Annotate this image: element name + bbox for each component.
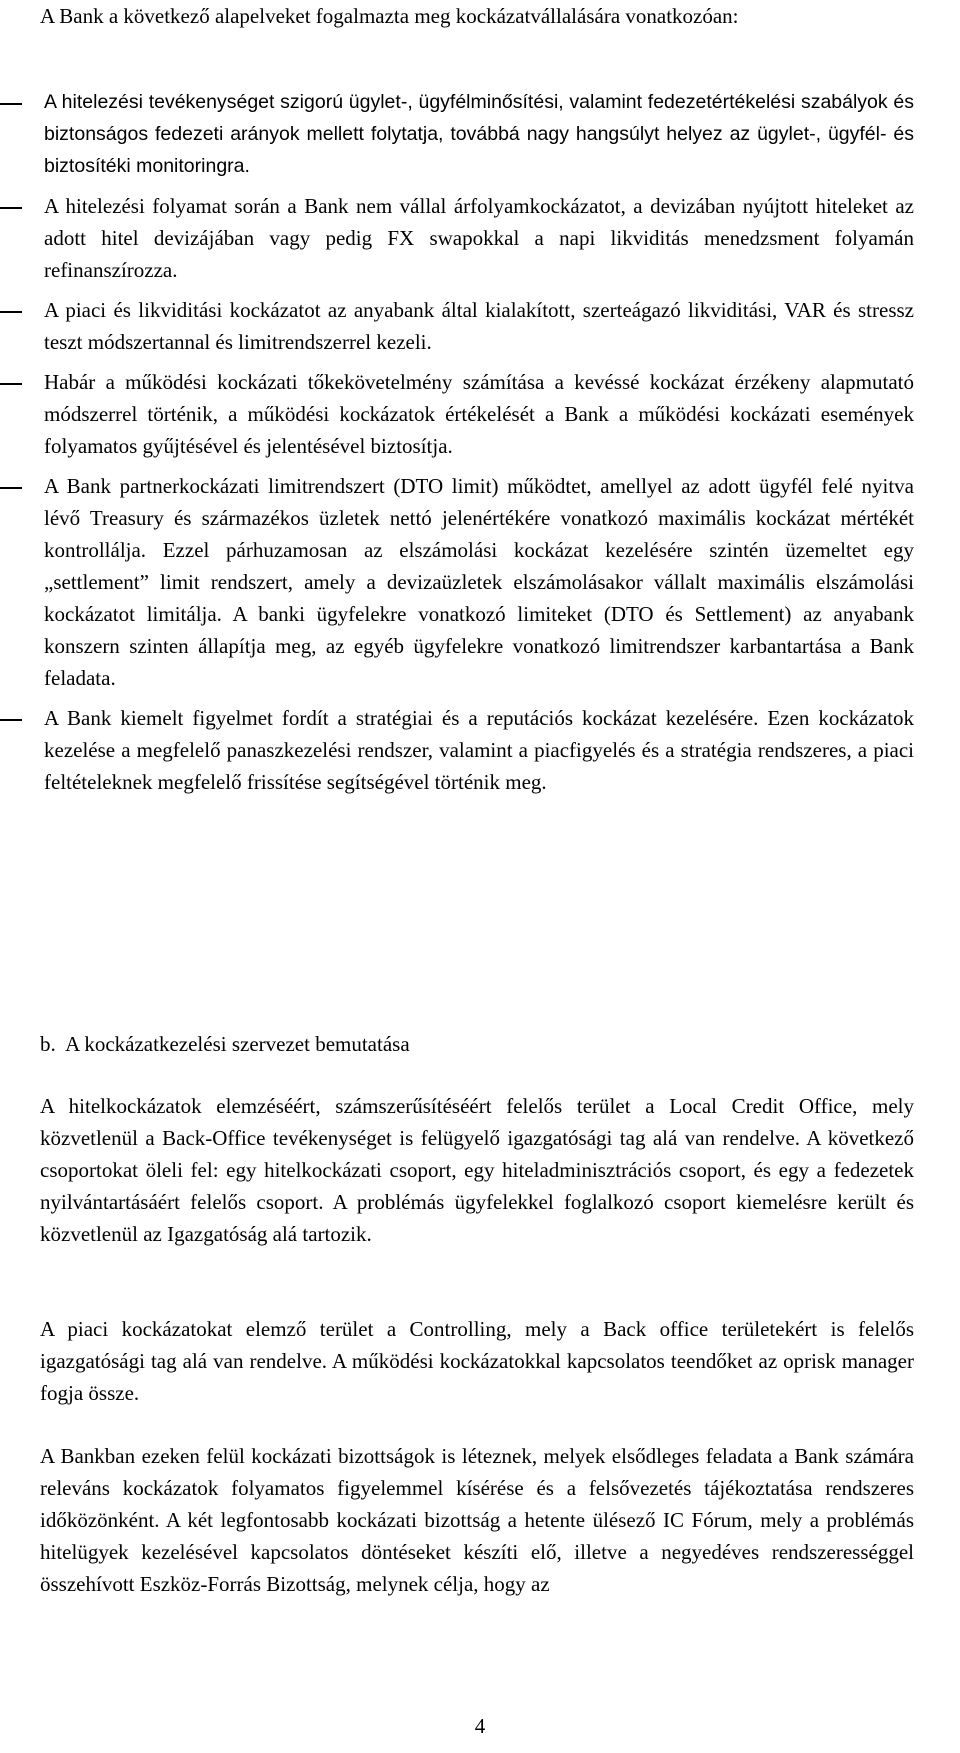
principles-list <box>0 86 960 806</box>
paragraph-controlling: A piaci kockázatokat elemző terület a Controlling, mely a Back office területekért is felelős igazgatósági tag alá van rendelve. A működési kockázatokkal kapcsolatos teendőket az oprisk manager fogja össze. <box>40 1317 914 1405</box>
list-item-text: A hitelezési tevékenységet szigorú ügylet-, ügyfélminősítési, valamint fedezetértékelési szabályok és biztonságos fedezeti arányok mellett folytatja, továbbá nagy hangsúlyt helyez az ügylet-, ügyfél- és biztosítéki monitoringra. <box>44 91 914 177</box>
list-item-text: A hitelezési folyamat során a Bank nem vállal árfolyamkockázatot, a devizában nyújtott hiteleket az adott hitel devizájában vagy pedig FX swapokkal a napi likviditás menedzsment folyamán refinanszírozza. <box>44 194 914 282</box>
list-item-text: A piaci és likviditási kockázatot az anyabank által kialakított, szerteágazó likviditási, VAR és stressz teszt módszertannal és limitrendszerrel kezeli. <box>44 298 914 354</box>
dash-bullet-icon <box>0 383 22 385</box>
paragraph-committees: A Bankban ezeken felül kockázati bizottságok is léteznek, melyek elsődleges feladata a Bank számára releváns kockázatok folyamatos figyelemmel kísérése és a felsővezetés tájékoztatása rendszeres időközönként. A két legfontosabb kockázati bizottság a hetente ülésező IC Fórum, mely a problémás hitelügyek kezelésével kapcsolatos döntéseket készíti elő, illetve a negyedéves rendszerességgel összehívott Eszköz-Forrás Bizottság, melynek célja, hogy az <box>40 1444 914 1596</box>
list-item <box>0 366 914 462</box>
dash-bullet-icon <box>0 719 22 721</box>
list-item-text: A Bank partnerkockázati limitrendszert (DTO limit) működtet, amellyel az adott ügyfél felé nyitva lévő Treasury és származékos üzletek nettó jelenértékére vonatkozó maximális kockázat mértékét kontrollálja. Ezzel párhuzamosan az elszámolási kockázat kezelésére szintén üzemeltet egy „settlement” limit rendszert, amely a devizaüzletek elszámolásakor vállalt maximális elszámolási kockázatot limitálja. A banki ügyfelekre vonatkozó limiteket (DTO és Settlement) az anyabank konszern szinten állapítja meg, az egyéb ügyfelekre vonatkozó limitrendszer karbantartása a Bank feladata. <box>44 474 914 690</box>
dash-bullet-icon <box>0 311 22 313</box>
list-item <box>0 702 914 798</box>
paragraph-credit-office: A hitelkockázatok elemzéséért, számszerűsítéséért felelős terület a Local Credit Office, mely közvetlenül a Back-Office tevékenységet is felügyelő igazgatósági tag alá van rendelve. A következő csoportokat öleli fel: egy hitelkockázati csoport, egy hiteladminisztrációs csoport, és egy a fedezetek nyilvántartásáért felelős csoport. A problémás ügyfelekkel foglalkozó csoport kiemelésre került és közvetlenül az Igazgatóság alá tartozik. <box>40 1094 914 1246</box>
dash-bullet-icon <box>0 207 22 209</box>
intro-paragraph: A Bank a következő alapelveket fogalmazta meg kockázatvállalására vonatkozóan: <box>40 4 739 28</box>
dash-bullet-icon <box>0 487 22 489</box>
list-item <box>0 294 914 358</box>
list-item-text: Habár a működési kockázati tőkekövetelmény számítása a kevéssé kockázat érzékeny alapmutató módszerrel történik, a működési kockázatok értékelését a Bank a működési kockázati események folyamatos gyűjtésével és jelentésével biztosítja. <box>44 370 914 458</box>
list-item <box>0 190 914 286</box>
dash-bullet-icon <box>0 103 22 105</box>
list-item <box>0 470 914 694</box>
page-number: 4 <box>474 1714 486 1738</box>
list-item-text: A Bank kiemelt figyelmet fordít a stratégiai és a reputációs kockázat kezelésére. Ezen kockázatok kezelése a megfelelő panaszkezelési rendszer, valamint a piacfigyelés és a stratégia rendszeres, a piaci feltételeknek megfelelő frissítése segítségével történik meg. <box>44 706 914 794</box>
list-item <box>0 86 914 182</box>
section-heading: b. A kockázatkezelési szervezet bemutatása <box>40 1032 410 1056</box>
